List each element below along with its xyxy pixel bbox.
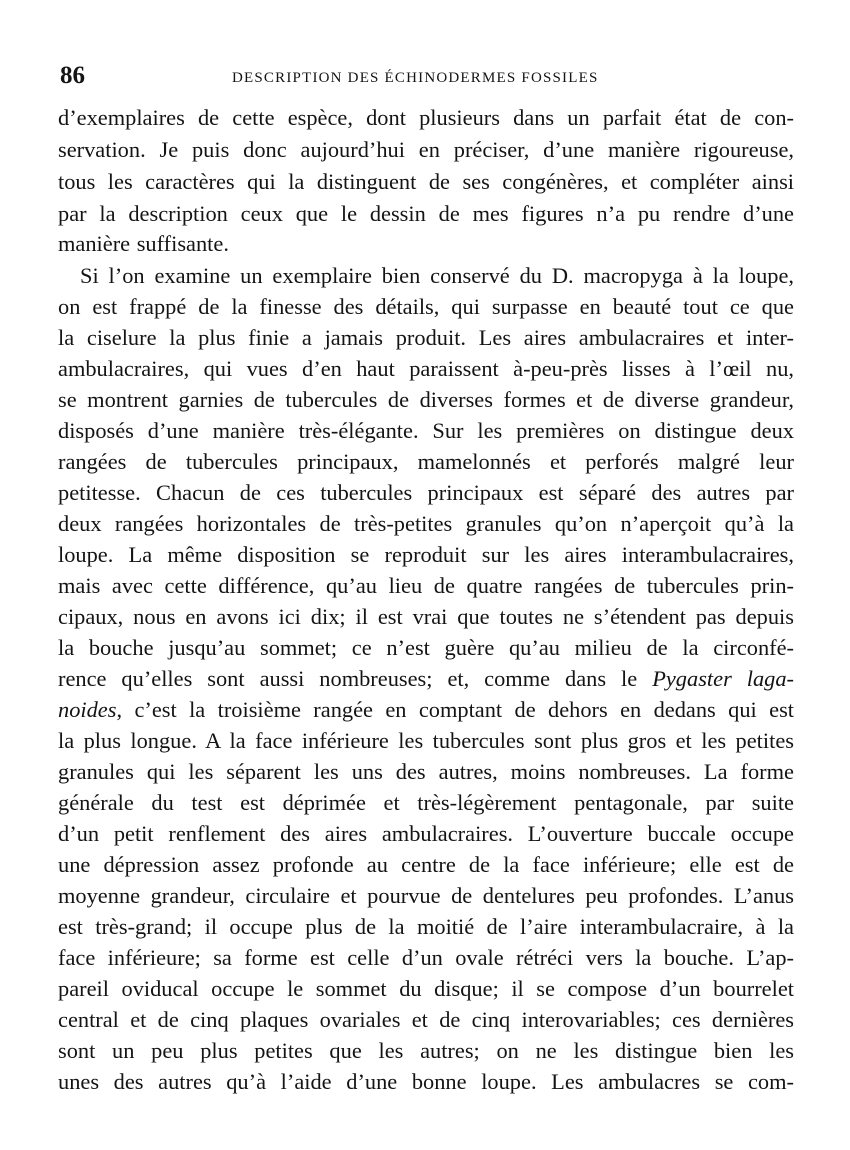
text-line: la ciselure la plus finie a jamais produit. Les aires ambulacraires et inter-: [58, 325, 794, 350]
text-line: granules qui les séparent les uns des autres, moins nombreuses. La forme: [58, 759, 794, 784]
text-line: d’exemplaires de cette espèce, dont plusieurs dans un parfait état de con-: [58, 105, 794, 130]
text-line: sont un peu plus petites que les autres; on ne les distingue bien les: [58, 1038, 794, 1063]
text-line: deux rangées horizontales de très-petites granules qu’on n’aperçoit qu’à la: [58, 511, 794, 536]
text-line: disposés d’une manière très-élégante. Sur les premières on distingue deux: [58, 418, 794, 443]
page-header: [60, 62, 795, 92]
text-segment: rence qu’elles sont aussi nombreuses; et, comme dans le: [58, 666, 653, 691]
text-line: générale du test est déprimée et très-légèrement pentagonale, par suite: [58, 790, 794, 815]
text-line: face inférieure; sa forme est celle d’un ovale rétréci vers la bouche. L’ap-: [58, 945, 794, 970]
text-line: manière suffisante.: [58, 231, 229, 256]
text-line: ambulacraires, qui vues d’en haut paraissent à-peu-près lisses à l’œil nu,: [58, 356, 794, 381]
text-line: cipaux, nous en avons ici dix; il est vrai que toutes ne s’étendent pas depuis: [58, 604, 794, 629]
running-title: DESCRIPTION DES ÉCHINODERMES FOSSILES: [232, 70, 599, 86]
text-line: unes des autres qu’à l’aide d’une bonne loupe. Les ambulacres se com-: [58, 1069, 794, 1094]
text-line: d’un petit renflement des aires ambulacraires. L’ouverture buccale occupe: [58, 821, 794, 846]
species-name-italic: noides: [58, 697, 117, 722]
text-line: pareil oviducal occupe le sommet du disque; il se compose d’un bourrelet: [58, 976, 794, 1001]
text-line: petitesse. Chacun de ces tubercules principaux est séparé des autres par: [58, 480, 794, 505]
page-number: 86: [60, 62, 85, 89]
text-segment: , c’est la troisième rangée en comptant de dehors en dedans qui est: [116, 697, 794, 722]
paragraph-first-line: Si l’on examine un exemplaire bien conservé du D. macropyga à la loupe,: [80, 263, 794, 288]
text-line: tous les caractères qui la distinguent de ses congénères, et compléter ainsi: [58, 169, 794, 194]
text-line: une dépression assez profonde au centre de la face inférieure; elle est de: [58, 852, 794, 877]
text-line: [58, 694, 794, 726]
text-line: mais avec cette différence, qu’au lieu de quatre rangées de tubercules prin-: [58, 573, 794, 598]
text-line: est très-grand; il occupe plus de la moitié de l’aire interambulacraire, à la: [58, 914, 794, 939]
text-line: la bouche jusqu’au sommet; ce n’est guère qu’au milieu de la circonfé-: [58, 635, 794, 660]
text-line: central et de cinq plaques ovariales et de cinq interovariables; ces dernières: [58, 1007, 794, 1032]
text-line: par la description ceux que le dessin de mes figures n’a pu rendre d’une: [58, 201, 794, 226]
text-line: rangées de tubercules principaux, mamelonnés et perforés malgré leur: [58, 449, 794, 474]
text-line: servation. Je puis donc aujourd’hui en préciser, d’une manière rigoureuse,: [58, 137, 794, 162]
species-name-italic: Pygaster laga-: [652, 666, 795, 691]
text-line: se montrent garnies de tubercules de diverses formes et de diverse grandeur,: [58, 387, 794, 412]
text-line: on est frappé de la finesse des détails, qui surpasse en beauté tout ce que: [58, 294, 794, 319]
text-line: loupe. La même disposition se reproduit sur les aires interambulacraires,: [58, 542, 794, 567]
text-line: la plus longue. A la face inférieure les tubercules sont plus gros et les petites: [58, 728, 794, 753]
text-line: [58, 663, 794, 695]
text-line: moyenne grandeur, circulaire et pourvue de dentelures peu profondes. L’anus: [58, 883, 794, 908]
